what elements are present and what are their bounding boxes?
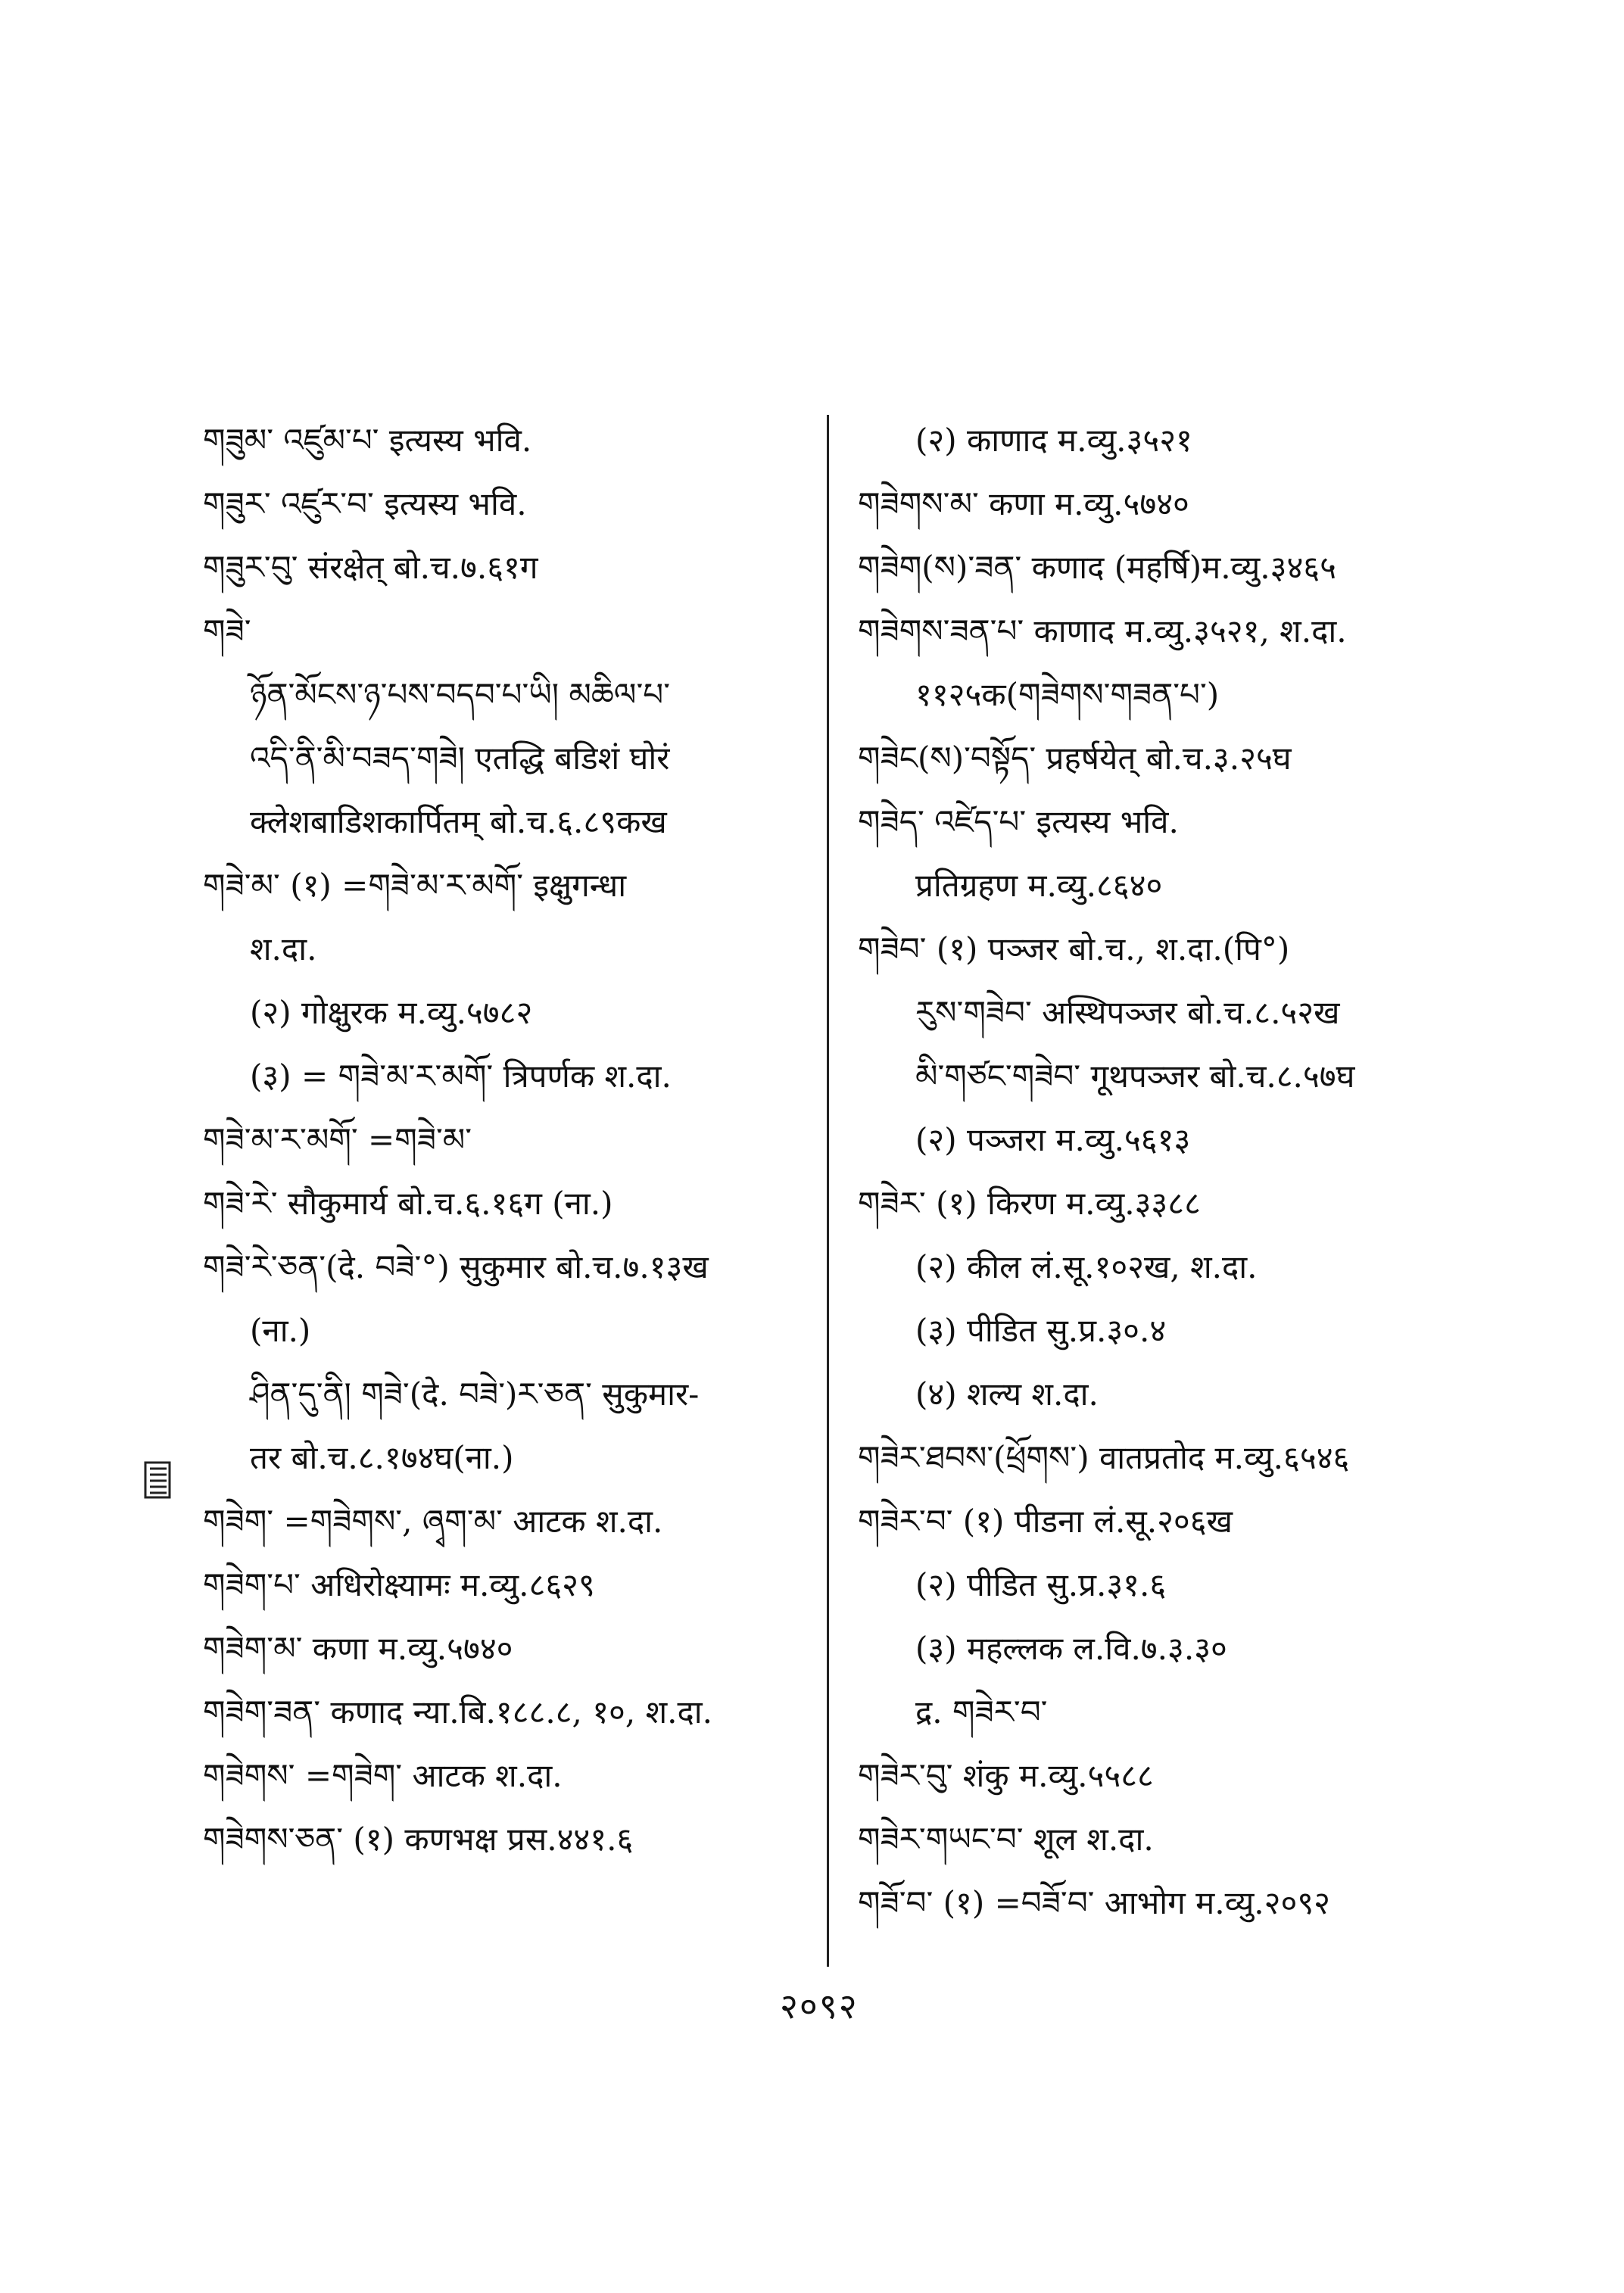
entry-line: གཟེར་བུ་ शंकु म.व्यु.५५८८ — [858, 1757, 1154, 1794]
entry-line: གཟེ་མ་ (१) =གཟེ་མ་ར་མགོ་ इक्षुगन्धा — [203, 867, 627, 904]
entry-line: གཟེགས་ཟན་པ་ काणाद म.व्यु.३५२१, श.दा. — [858, 612, 1347, 650]
entry-continuation: (२) पञ्जरा म.व्यु.५६१३ — [915, 1121, 1191, 1158]
entry-continuation: (२) काणाद म.व्यु.३५२१ — [915, 422, 1192, 459]
entry-continuation: श.दा. — [250, 930, 317, 967]
entry-line: གཟེང(ས)་བསྟོད་ प्रहर्षयेत् बो.च.३.२५घ — [858, 740, 1292, 777]
entry-continuation: འདི་ནི་མི་བཟད་གཟེ། एतद्धि बडिशं घोरं — [250, 740, 670, 777]
entry-continuation: द्र. གཟེར་བ་ — [915, 1693, 1048, 1731]
entry-continuation: (४) शल्य श.दा. — [915, 1375, 1099, 1413]
entry-line: གཟོ་བ་ (१) =བཟོ་བ་ आभोग म.व्यु.२०९२ — [858, 1884, 1331, 1921]
entry-line: གཟེར་ (१) किरण म.व्यु.३३८८ — [858, 1185, 1201, 1222]
right-column — [858, 409, 1463, 1935]
entry-continuation: (३) पीडित सु.प्र.३०.४ — [915, 1312, 1167, 1349]
entry-line: གཟེར་བ་ (१) पीडना लं.सू.२०६ख — [858, 1503, 1233, 1540]
entry-line: གཟེ་རེ་ सौकुमार्य बो.च.६.१६ग (ना.) — [203, 1185, 613, 1222]
entry-line: གཟེག་ཟན་ कणाद न्या.बि.१८८.८, १०, श.दा. — [203, 1693, 713, 1731]
column-divider — [827, 415, 829, 1967]
entry-line: གཟེག་མ་ कणा म.व्यु.५७४० — [203, 1630, 513, 1667]
entry-line: གཟེབ་ (१) पञ्जर बो.च., श.दा.(पि°) — [858, 930, 1290, 967]
entry-continuation: (ना.) — [250, 1312, 311, 1349]
entry-line: གཟེད་ འཛེད་པ་ इत्यस्य भवि. — [858, 803, 1179, 840]
entry-continuation: ཉོན་མོངས་ཉ་པས་བདབ་པ་ཡི། མཆིལ་པ་ — [250, 676, 671, 713]
entry-line: གཟེག་ =གཟེགས་, ཞྭག་མ་ आटक श.दा. — [203, 1503, 663, 1540]
margin-thumb-index-icon — [144, 1461, 171, 1499]
entry-line: གཟེར་གཡང་བ་ शूल श.दा. — [858, 1821, 1154, 1858]
entry-line: གཟེ་མ་ར་མགོ་ =གཟེ་མ་ — [203, 1121, 472, 1158]
entry-continuation: (२) कील लं.सू.१०२ख, श.दा. — [915, 1248, 1258, 1285]
entry-continuation: (२) गोक्षुरक म.व्यु.५७८२ — [250, 994, 533, 1031]
entry-continuation: ११२५क(གཟེགས་གཟན་པ་) — [915, 676, 1220, 713]
entry-line: གཟུར་བུ་ संरक्षेत् बो.च.७.६१ग — [203, 549, 538, 586]
entry-continuation: तर बो.च.८.१७४घ(ना.) — [250, 1439, 514, 1476]
entry-continuation: (३) = གཟེ་མ་ར་མགོ་ त्रिपर्णक श.दा. — [250, 1058, 672, 1095]
entry-line: གཟེགས་མ་ कणा म.व्यु.५७४० — [858, 485, 1189, 522]
entry-continuation: མི་གཙང་གཟེབ་ गूथपञ्जर बो.च.८.५७घ — [915, 1058, 1355, 1095]
entry-continuation: ཤིན་དུ་ནི། གཟེ་(दे. བཟེ་)ར་ཅན་ सुकुमार- — [250, 1375, 700, 1413]
entry-continuation: (२) पीडित सु.प्र.३१.६ — [915, 1566, 1167, 1603]
entry-line: གཟུར་ འཛུར་བ་ इत्यस्य भवि. — [203, 485, 527, 522]
entry-continuation: རུས་གཟེབ་ अस्थिपञ्जर बो.च.८.५२ख — [915, 994, 1340, 1031]
entry-line: གཟེགས་ =གཟེག་ आटक श.दा. — [203, 1757, 563, 1794]
entry-continuation: प्रतिग्रहण म.व्यु.८६४० — [915, 867, 1163, 904]
entry-line: གཟེར་ཐབས་(ཕྲོགས་) वातप्रतोद म.व्यु.६५४६ — [858, 1439, 1350, 1476]
entry-line: གཟེག(ས)་ཟན་ कणाद (महर्षि)म.व्यु.३४६५ — [858, 549, 1336, 586]
left-column — [203, 409, 809, 1871]
entry-line: གཟུམ་ འཛུམ་པ་ इत्यस्य भवि. — [203, 422, 532, 459]
entry-line: གཟེ་ — [203, 612, 251, 650]
entry-continuation: (३) महल्लक ल.वि.७.३.३० — [915, 1630, 1227, 1667]
entry-continuation: क्लेशबाडिशकार्पितम् बो.च.६.८९कख — [250, 803, 667, 840]
entry-line: གཟེ་རེ་ཅན་(दे. བཟེ་°) सुकुमार बो.च.७.१३ख — [203, 1248, 709, 1285]
entry-line: གཟེགས་ཅན་ (१) कणभक्ष प्रस.४४१.६ — [203, 1821, 634, 1858]
entry-line: གཟེག་པ་ अधिरोक्ष्यामः म.व्यु.८६२९ — [203, 1566, 595, 1603]
page-number: २०९२ — [780, 1986, 859, 2027]
